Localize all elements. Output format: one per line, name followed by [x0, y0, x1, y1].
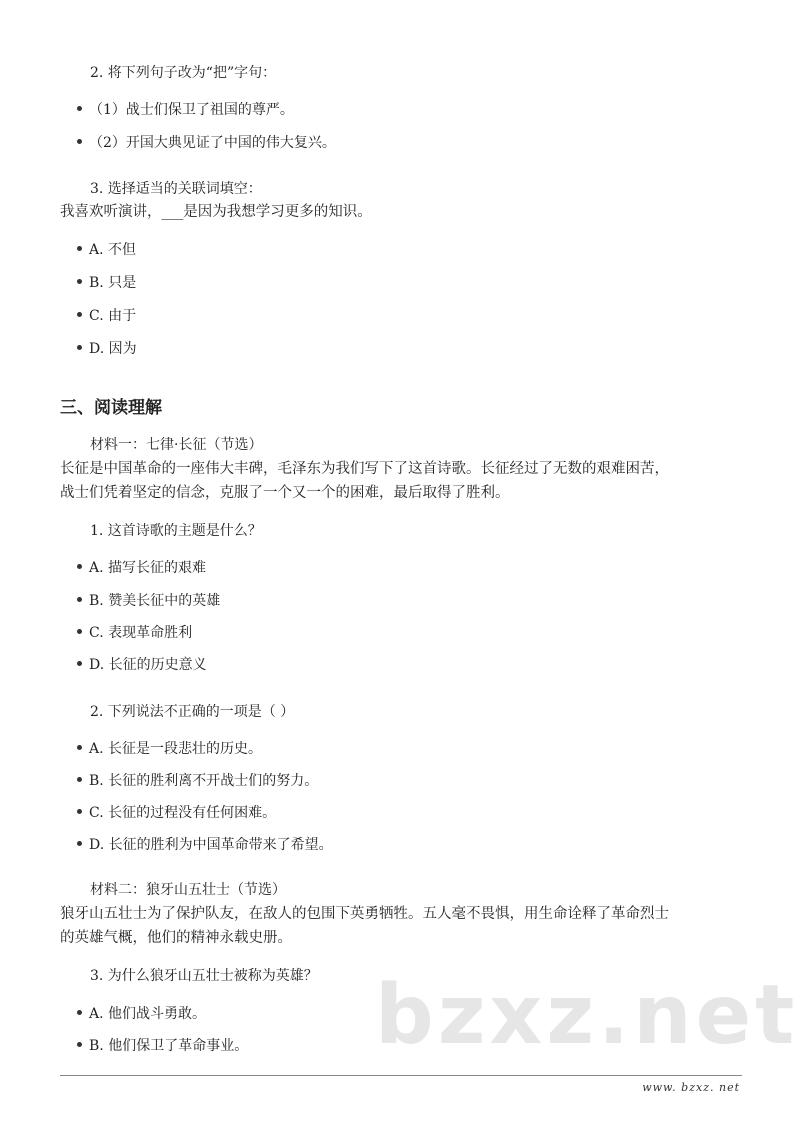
bullet-icon	[77, 106, 82, 111]
option-item: D. 长征的胜利为中国革命带来了希望。	[77, 835, 333, 855]
material-title: 材料二：狼牙山五壮士（节选）	[90, 882, 286, 898]
option-item: B. 他们保卫了革命事业。	[77, 1036, 248, 1056]
list-item: （2）开国大典见证了中国的伟大复兴。	[77, 133, 336, 153]
footer-url: www. bzxz. net	[642, 1081, 740, 1094]
bullet-icon	[77, 312, 82, 317]
option-item: B. 赞美长征中的英雄	[77, 591, 220, 611]
question-title: 3. 为什么狼牙山五壮士被称为英雄？	[90, 968, 318, 984]
option-item: C. 表现革命胜利	[77, 623, 192, 643]
bullet-icon	[77, 777, 82, 782]
option-item: A. 长征是一段悲壮的历史。	[77, 739, 262, 759]
material-text-line: 战士们凭着坚定的信念，克服了一个又一个的困难，最后取得了胜利。	[60, 485, 510, 501]
list-item: （1）战士们保卫了祖国的尊严。	[77, 100, 294, 120]
bullet-icon	[77, 629, 82, 634]
bullet-icon	[77, 661, 82, 666]
footer-divider	[60, 1075, 742, 1076]
material-text-line: 的英雄气概，他们的精神永载史册。	[60, 930, 292, 946]
bullet-icon	[77, 139, 82, 144]
material-text-line: 狼牙山五壮士为了保护队友，在敌人的包围下英勇牺牲。五人毫不畏惧，用生命诠释了革命烈士	[60, 906, 669, 922]
section-title: 三、阅读理解	[60, 398, 162, 418]
bullet-icon	[77, 345, 82, 350]
option-item: C. 由于	[77, 306, 136, 326]
option-item: D. 因为	[77, 339, 137, 359]
material-text-line: 长征是中国革命的一座伟大丰碑，毛泽东为我们写下了这首诗歌。长征经过了无数的艰难困苦，	[60, 461, 669, 477]
bullet-icon	[77, 809, 82, 814]
option-item: C. 长征的过程没有任何困难。	[77, 803, 276, 823]
question-title: 2. 下列说法不正确的一项是（ ）	[90, 704, 295, 720]
option-item: B. 长征的胜利离不开战士们的努力。	[77, 771, 318, 791]
question-title: 2. 将下列句子改为“把”字句：	[90, 65, 277, 81]
watermark-logo: bzxz.net	[375, 968, 799, 1063]
question-sentence: 我喜欢听演讲，___是因为我想学习更多的知识。	[60, 204, 372, 220]
bullet-icon	[77, 564, 82, 569]
bullet-icon	[77, 745, 82, 750]
bullet-icon	[77, 246, 82, 251]
bullet-icon	[77, 597, 82, 602]
bullet-icon	[77, 1042, 82, 1047]
bullet-icon	[77, 279, 82, 284]
bullet-icon	[77, 1010, 82, 1015]
question-title: 3. 选择适当的关联词填空：	[90, 181, 262, 197]
option-item: A. 不但	[77, 240, 136, 260]
option-item: A. 描写长征的艰难	[77, 558, 206, 578]
question-title: 1. 这首诗歌的主题是什么？	[90, 523, 262, 539]
option-item: D. 长征的历史意义	[77, 655, 207, 675]
option-item: B. 只是	[77, 273, 136, 293]
option-item: A. 他们战斗勇敢。	[77, 1004, 206, 1024]
material-title: 材料一：七律·长征（节选）	[90, 437, 263, 453]
bullet-icon	[77, 841, 82, 846]
